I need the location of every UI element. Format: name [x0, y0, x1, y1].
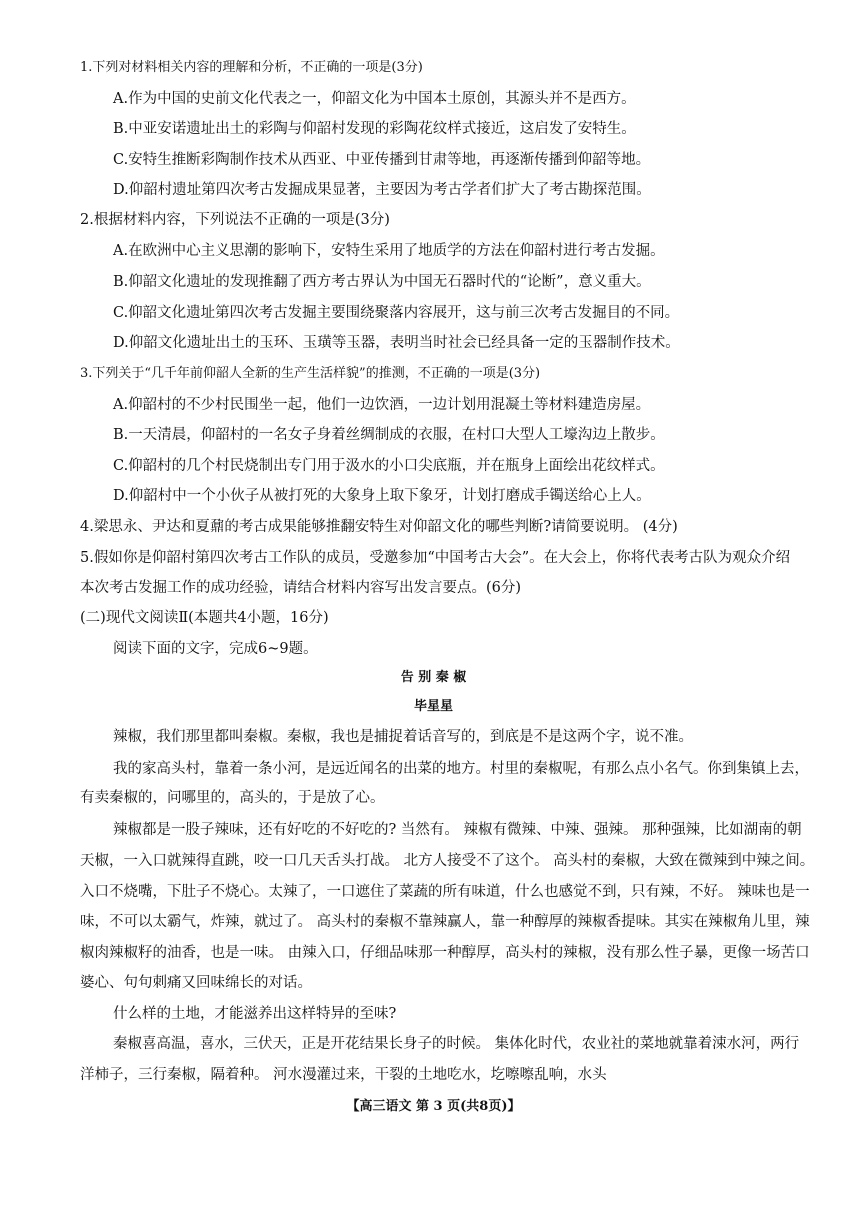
article-paragraph-3-line-6: 婆心、句句刺痛又回味绵长的对话。	[80, 975, 312, 991]
q2-option-b: B.仰韶文化遗址的发现推翻了西方考古界认为中国无石器时代的“论断”，意义重大。	[113, 274, 651, 290]
article-paragraph-3-line-4: 味，不可以太霸气，炸辣，就过了。 高头村的秦椒不靠辣赢人，靠一种醇厚的辣椒香提味。其实在辣椒角儿里，辣	[80, 914, 810, 930]
q1-option-d: D.仰韶村遗址第四次考古发掘成果显著，主要因为考古学者们扩大了考古勘探范围。	[113, 182, 651, 198]
q1-option-c: C.安特生推断彩陶制作技术从西亚、中亚传播到甘肃等地，再逐渐传播到仰韶等地。	[113, 152, 651, 168]
q3-option-a: A.仰韶村的不少村民围坐一起，他们一边饮酒，一边计划用混凝土等材料建造房屋。	[113, 397, 651, 413]
page-footer: 【高三语文 第 3 页(共8页)】	[346, 1099, 521, 1114]
q3-option-b: B.一天清晨，仰韶村的一名女子身着丝绸制成的衣服，在村口大型人工壕沟边上散步。	[113, 427, 665, 443]
q3-option-c: C.仰韶村的几个村民烧制出专门用于汲水的小口尖底瓶，并在瓶身上面绘出花纹样式。	[113, 458, 665, 474]
q2-option-d: D.仰韶文化遗址出土的玉环、玉璜等玉器，表明当时社会已经具备一定的玉器制作技术。	[113, 335, 680, 351]
q1-option-b: B.中亚安诺遗址出土的彩陶与仰韶村发现的彩陶花纹样式接近，这启发了安特生。	[113, 121, 636, 137]
article-paragraph-3-line-1: 辣椒都是一股子辣味，还有好吃的不好吃的? 当然有。 辣椒有微辣、中辣、强辣。 那种强辣，比如湖南的朝	[113, 822, 802, 838]
q2-option-a: A.在欧洲中心主义思潮的影响下，安特生采用了地质学的方法在仰韶村进行考古发掘。	[113, 243, 665, 259]
article-author: 毕星星	[413, 699, 453, 714]
article-paragraph-5-line-2: 洋柿子，三行秦椒，隔着种。 河水漫灌过来，干裂的土地吃水，圪嚓嚓乱响，水头	[80, 1067, 607, 1083]
article-paragraph-4: 什么样的土地，才能滋养出这样特异的至味?	[113, 1006, 397, 1022]
article-paragraph-1: 辣椒，我们那里都叫秦椒。秦椒，我也是捕捉着话音写的，到底是不是这两个字，说不准。	[113, 729, 693, 745]
article-paragraph-2-line-2: 有卖秦椒的，问哪里的，高头的，于是放了心。	[80, 790, 385, 806]
article-paragraph-3-line-5: 椒肉辣椒籽的油香，也是一味。 由辣入口，仔细品味那一种醇厚，高头村的辣椒，没有那么性子暴，更像一场苦口	[80, 945, 810, 961]
section-heading: (二)现代文阅读Ⅱ(本题共4小题，16分)	[80, 610, 329, 626]
article-paragraph-2-line-1: 我的家高头村，靠着一条小河，是远近闻名的出菜的地方。村里的秦椒呢，有那么点小名气。你到集镇上去，	[113, 761, 809, 777]
article-paragraph-3-line-3: 入口不烧嘴，下肚子不烧心。太辣了，一口遮住了菜蔬的所有味道，什么也感觉不到，只有辣，不好。 辣味也是一	[80, 884, 810, 900]
q1-stem: 1.下列对材料相关内容的理解和分析，不正确的一项是(3分)	[80, 60, 423, 75]
q1-option-a: A.作为中国的史前文化代表之一，仰韶文化为中国本土原创，其源头并不是西方。	[113, 91, 636, 107]
q3-option-d: D.仰韶村中一个小伙子从被打死的大象身上取下象牙，计划打磨成手镯送给心上人。	[113, 488, 651, 504]
q5-stem-line1: 5.假如你是仰韶村第四次考古工作队的成员，受邀参加“中国考古大会”。在大会上，你将代表考古队为观众介绍	[80, 550, 791, 566]
article-paragraph-3-line-2: 天椒，一入口就辣得直跳，咬一口几天舌头打战。 北方人接受不了这个。 高头村的秦椒，大致在微辣到中辣之间。	[80, 853, 815, 869]
q3-stem: 3.下列关于“几千年前仰韶人全新的生产生活样貌”的推测，不正确的一项是(3分)	[80, 366, 541, 381]
q2-stem: 2.根据材料内容，下列说法不正确的一项是(3分)	[80, 212, 390, 228]
q2-option-c: C.仰韶文化遗址第四次考古发掘主要围绕聚落内容展开，这与前三次考古发掘目的不同。	[113, 305, 680, 321]
article-title: 告 别 秦 椒	[400, 670, 467, 685]
q4-stem: 4.梁思永、尹达和夏鼐的考古成果能够推翻安特生对仰韶文化的哪些判断?请简要说明。 (4分)	[80, 519, 678, 535]
section-instruction: 阅读下面的文字，完成6~9题。	[113, 641, 318, 657]
q5-stem-line2: 本次考古发掘工作的成功经验，请结合材料内容写出发言要点。(6分)	[80, 580, 522, 596]
article-paragraph-5-line-1: 秦椒喜高温，喜水，三伏天，正是开花结果长身子的时候。 集体化时代，农业社的菜地就靠着涑水河，两行	[113, 1036, 800, 1052]
